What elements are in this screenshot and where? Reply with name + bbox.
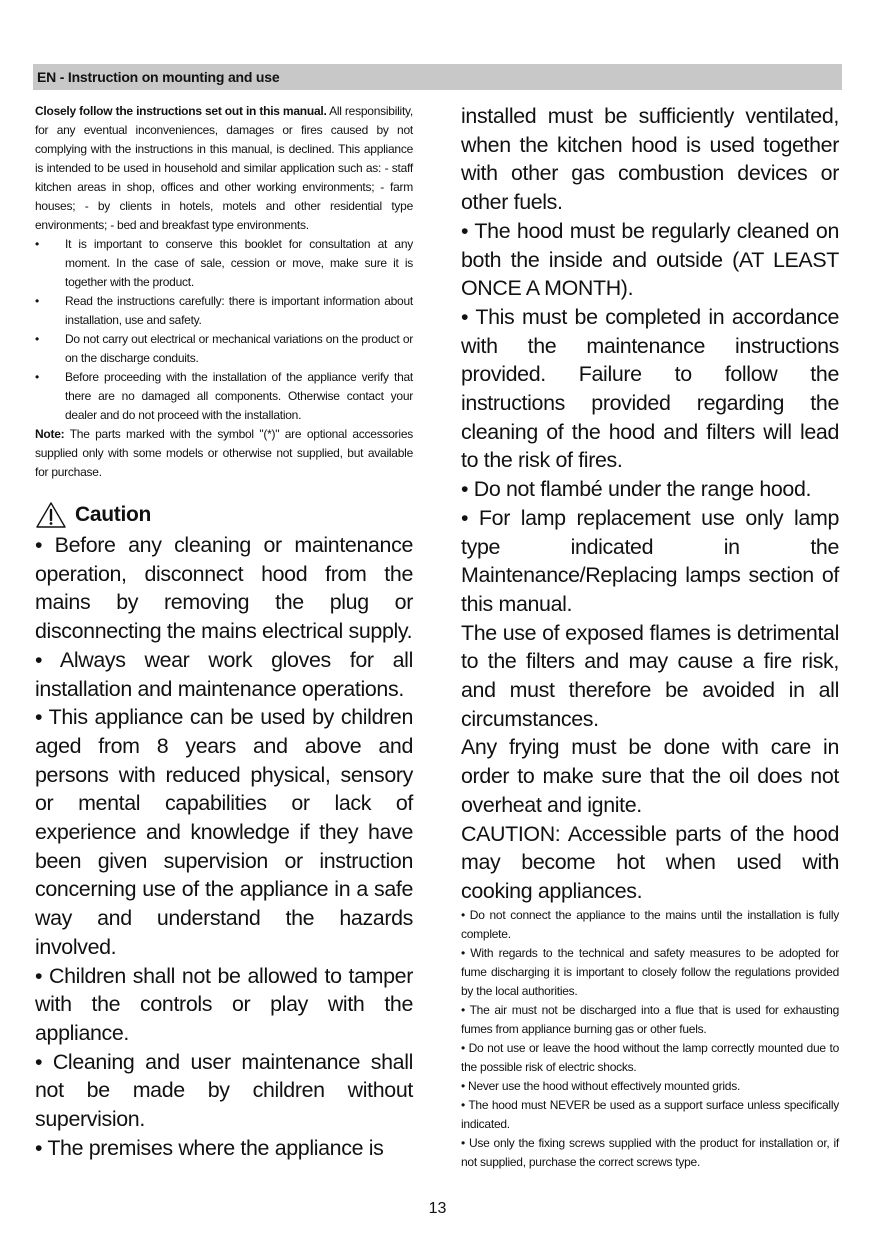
safety-note: • The hood must NEVER be used as a support surface unless specifically indicated. bbox=[461, 1097, 839, 1131]
caution-paragraph: • This appliance can be used by children aged from 8 years and above and persons with reduced physical, sensory or mental capabilities or lack of experience and knowledge if they have been given supervision or instruction concerning use of the appliance in a safe way and understand the hazards involved. bbox=[35, 705, 413, 959]
list-item: • Read the instructions carefully: there is important information about installation, use and safety. bbox=[35, 292, 413, 330]
caution-paragraph: Any frying must be done with care in order to make sure that the oil does not overheat and ignite. bbox=[461, 735, 839, 817]
safety-note: • Do not use or leave the hood without the lamp correctly mounted due to the possible risk of electric shocks. bbox=[461, 1040, 839, 1074]
note-text: The parts marked with the symbol "(*)" are optional accessories supplied only with some models or otherwise not supplied, but available for purchase. bbox=[35, 427, 413, 479]
caution-title: Caution bbox=[75, 503, 152, 526]
note-paragraph bbox=[35, 425, 413, 482]
caution-paragraph: • The premises where the appliance is bbox=[35, 1135, 384, 1160]
caution-heading bbox=[35, 499, 413, 531]
intro-bullets bbox=[35, 235, 413, 425]
list-item: • It is important to conserve this booklet for consultation at any moment. In the case of sale, cession or move, make sure it is together with the product. bbox=[35, 235, 413, 292]
list-item: • Before proceeding with the installation of the appliance verify that there are no damaged all components. Otherwise contact your dealer and do not proceed with the installation. bbox=[35, 368, 413, 425]
safety-note: • Never use the hood without effectively mounted grids. bbox=[461, 1078, 741, 1093]
left-column bbox=[35, 102, 413, 1162]
caution-paragraph: CAUTION: Accessible parts of the hood may become hot when used with cooking appliances. bbox=[461, 821, 839, 903]
safety-note: • The air must not be discharged into a flue that is used for exhausting fumes from appliance burning gas or other fuels. bbox=[461, 1002, 839, 1036]
safety-note: • Use only the fixing screws supplied with the product for installation or, if not supplied, purchase the correct screws type. bbox=[461, 1135, 839, 1169]
page-number: 13 bbox=[428, 1200, 447, 1217]
list-item: • Do not carry out electrical or mechanical variations on the product or on the discharge conduits. bbox=[35, 330, 413, 368]
safety-note: • Do not connect the appliance to the mains until the installation is fully complete. bbox=[461, 907, 839, 941]
caution-paragraph: • Cleaning and user maintenance shall not be made by children without supervision. bbox=[35, 1049, 413, 1132]
caution-paragraph: The use of exposed flames is detrimental to the filters and may cause a fire risk, and must therefore be avoided in all circumstances. bbox=[461, 620, 839, 731]
caution-paragraph: • The hood must be regularly cleaned on both the inside and outside (AT LEAST ONCE A MONTH). bbox=[461, 218, 839, 301]
section-header bbox=[33, 64, 842, 90]
caution-paragraph: • Children shall not be allowed to tamper with the controls or play with the appliance. bbox=[35, 963, 413, 1045]
caution-paragraph: installed must be sufficiently ventilated, when the kitchen hood is used together with other gas combustion devices or other fuels. bbox=[461, 104, 839, 215]
safety-note: • With regards to the technical and safety measures to be adopted for fume discharging it is important to closely follow the regulations provided by the local authorities. bbox=[461, 945, 839, 998]
intro-bold: Closely follow the instructions set out in this manual. bbox=[35, 104, 327, 118]
intro-paragraph bbox=[35, 102, 413, 235]
warning-triangle-icon bbox=[35, 501, 67, 529]
section-title: EN - Instruction on mounting and use bbox=[37, 69, 280, 85]
caution-paragraph: • Before any cleaning or maintenance operation, disconnect hood from the mains by removing the plug or disconnecting the mains electrical supply. bbox=[35, 533, 413, 644]
intro-text: All responsibility, for any eventual inconveniences, damages or fires caused by not complying with the instructions in this manual, is declined. This appliance is intended to be used in household and similar application such as: - staff kitchen areas in shop, offices and other working environments; - farm houses; - by clients in hotels, motels and other residential type environments; - bed and breakfast type environments. bbox=[35, 104, 413, 232]
caution-paragraph: • Do not flambé under the range hood. bbox=[461, 477, 812, 502]
note-label: Note: bbox=[35, 427, 65, 441]
caution-paragraph: • Always wear work gloves for all installation and maintenance operations. bbox=[35, 647, 413, 701]
caution-paragraph: • For lamp replacement use only lamp type indicated in the Maintenance/Replacing lamps section of this manual. bbox=[461, 505, 839, 616]
caution-paragraph: • This must be completed in accordance with the maintenance instructions provided. Failure to follow the instructions provided regarding the cleaning of the hood and filters will lead to the risk of fires. bbox=[461, 304, 839, 473]
right-column bbox=[461, 102, 839, 1172]
